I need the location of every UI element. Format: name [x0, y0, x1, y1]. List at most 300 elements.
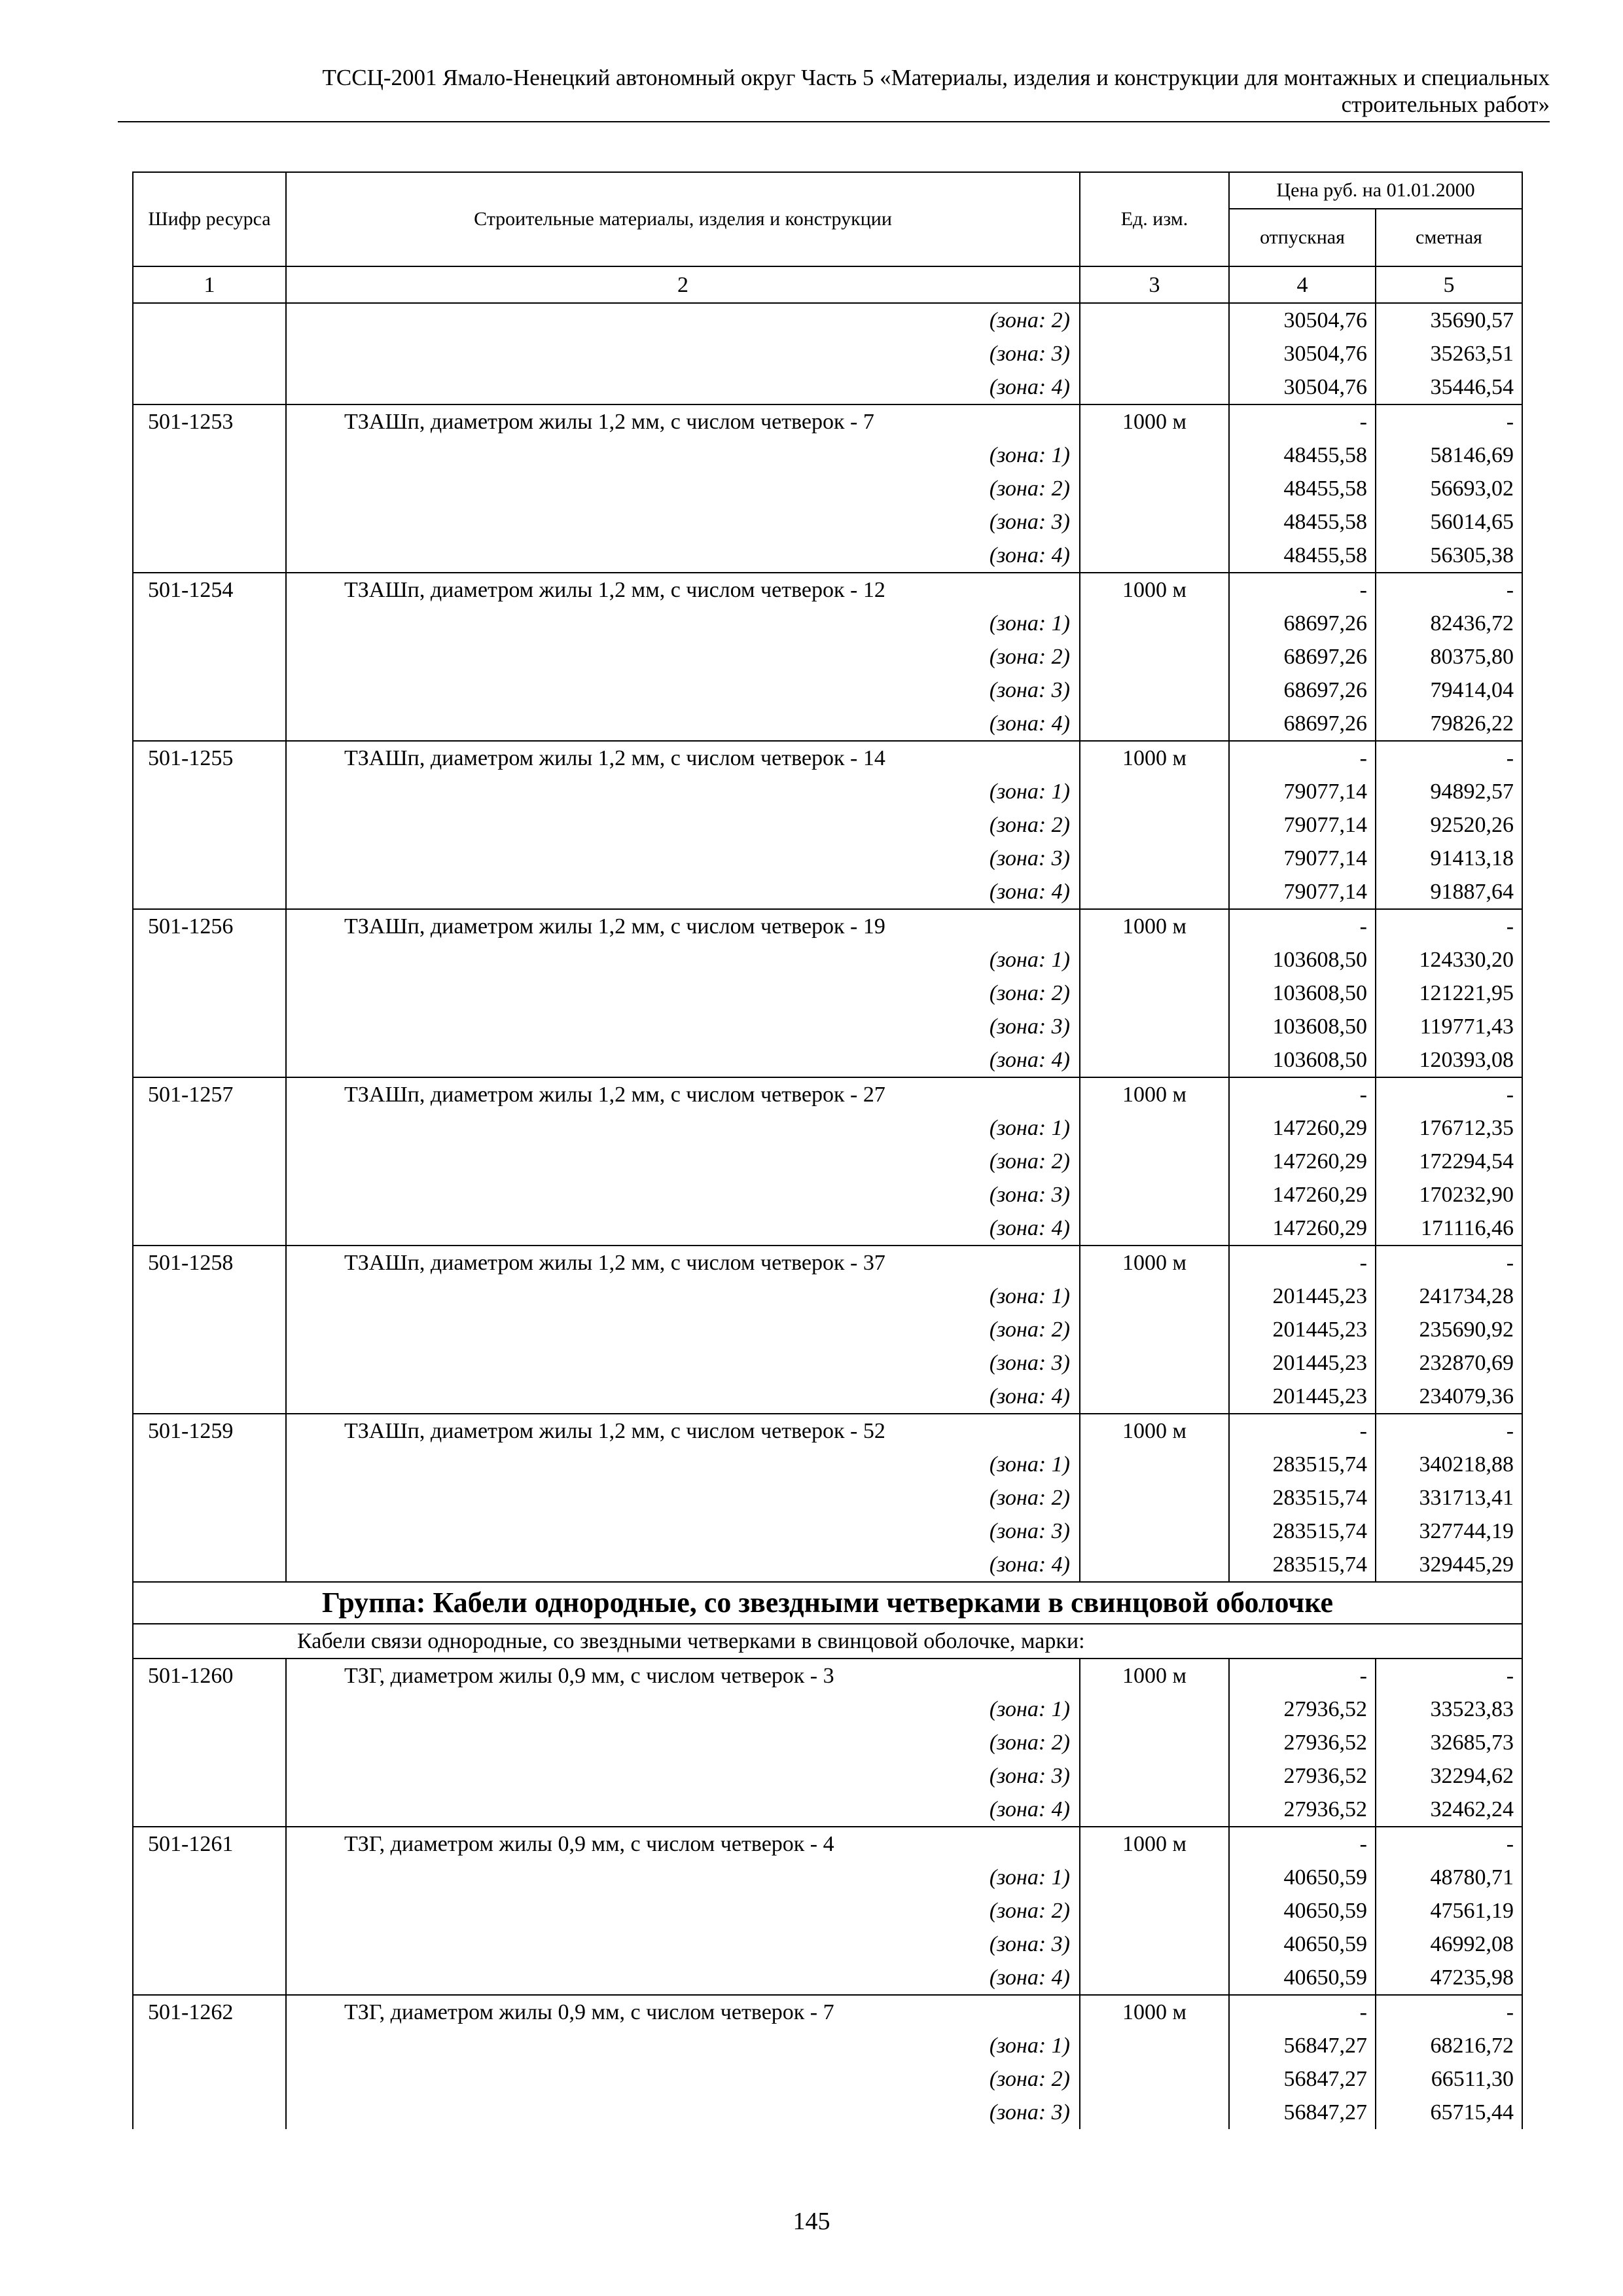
unit-cell-empty	[1080, 370, 1229, 404]
zone-row	[133, 1010, 1522, 1043]
material-name: ТЗАШп, диаметром жилы 1,2 мм, с числом четверок - 27	[286, 1077, 1080, 1111]
estimate-price: 234079,36	[1376, 1380, 1522, 1414]
zone-row	[133, 673, 1522, 707]
release-price: 68697,26	[1229, 607, 1376, 640]
code-cell-empty	[133, 1145, 286, 1178]
release-price: -	[1229, 1659, 1376, 1693]
group-heading-row	[133, 1582, 1522, 1624]
resource-code: 501-1258	[133, 1246, 286, 1280]
zone-row	[133, 875, 1522, 909]
unit-cell-empty	[1080, 505, 1229, 539]
zone-row	[133, 303, 1522, 337]
unit-cell-empty	[1080, 1861, 1229, 1894]
item-row	[133, 1995, 1522, 2029]
release-price: 27936,52	[1229, 1759, 1376, 1793]
column-number: 1	[133, 266, 286, 303]
zone-label: (зона: 2)	[286, 808, 1080, 842]
code-cell-empty	[133, 977, 286, 1010]
material-name: ТЗАШп, диаметром жилы 1,2 мм, с числом четверок - 12	[286, 573, 1080, 607]
code-cell-empty	[133, 1961, 286, 1995]
code-cell-empty	[133, 1726, 286, 1759]
estimate-price: 65715,44	[1376, 2096, 1522, 2129]
zone-label: (зона: 4)	[286, 875, 1080, 909]
zone-row	[133, 370, 1522, 404]
release-price: -	[1229, 1414, 1376, 1448]
item-row	[133, 1077, 1522, 1111]
release-price: 201445,23	[1229, 1313, 1376, 1346]
release-price: 48455,58	[1229, 439, 1376, 472]
code-cell-empty	[133, 607, 286, 640]
code-cell-empty	[133, 1928, 286, 1961]
zone-label: (зона: 2)	[286, 1145, 1080, 1178]
header-name: Строительные материалы, изделия и конструкции	[286, 172, 1080, 266]
release-price: 27936,52	[1229, 1726, 1376, 1759]
release-price: 147260,29	[1229, 1111, 1376, 1145]
zone-label: (зона: 2)	[286, 1726, 1080, 1759]
unit-cell-empty	[1080, 539, 1229, 573]
resource-code: 501-1257	[133, 1077, 286, 1111]
zone-label: (зона: 4)	[286, 1793, 1080, 1827]
unit-cell-empty	[1080, 943, 1229, 977]
code-cell-empty	[133, 370, 286, 404]
estimate-price: 33523,83	[1376, 1693, 1522, 1726]
item-row	[133, 404, 1522, 439]
zone-row	[133, 2096, 1522, 2129]
unit-cell-empty	[1080, 1693, 1229, 1726]
zone-label: (зона: 1)	[286, 1861, 1080, 1894]
group-title: Группа: Кабели однородные, со звездными четверками в свинцовой оболочке	[133, 1582, 1522, 1624]
zone-row	[133, 842, 1522, 875]
unit-cell-empty	[1080, 1043, 1229, 1077]
estimate-price: 80375,80	[1376, 640, 1522, 673]
estimate-price: 94892,57	[1376, 775, 1522, 808]
item-row	[133, 909, 1522, 943]
release-price: 68697,26	[1229, 707, 1376, 741]
zone-label: (зона: 3)	[286, 1010, 1080, 1043]
resource-code: 501-1253	[133, 404, 286, 439]
estimate-price: -	[1376, 404, 1522, 439]
zone-label: (зона: 1)	[286, 2029, 1080, 2062]
code-cell-empty	[133, 1515, 286, 1548]
zone-row	[133, 505, 1522, 539]
zone-row	[133, 1481, 1522, 1515]
material-name: ТЗАШп, диаметром жилы 1,2 мм, с числом четверок - 7	[286, 404, 1080, 439]
item-row	[133, 573, 1522, 607]
release-price: 30504,76	[1229, 337, 1376, 370]
estimate-price: 32462,24	[1376, 1793, 1522, 1827]
estimate-price: 35690,57	[1376, 303, 1522, 337]
unit-cell-empty	[1080, 1961, 1229, 1995]
zone-label: (зона: 3)	[286, 1178, 1080, 1211]
estimate-price: 56014,65	[1376, 505, 1522, 539]
estimate-price: 120393,08	[1376, 1043, 1522, 1077]
estimate-price: 66511,30	[1376, 2062, 1522, 2096]
unit-cell-empty	[1080, 842, 1229, 875]
estimate-price: 121221,95	[1376, 977, 1522, 1010]
unit-cell-empty	[1080, 2029, 1229, 2062]
estimate-price: 91887,64	[1376, 875, 1522, 909]
zone-label: (зона: 1)	[286, 943, 1080, 977]
code-cell-empty	[133, 808, 286, 842]
zone-row	[133, 640, 1522, 673]
unit-of-measure: 1000 м	[1080, 1077, 1229, 1111]
release-price: -	[1229, 1995, 1376, 2029]
unit-cell-empty	[1080, 1759, 1229, 1793]
release-price: 201445,23	[1229, 1280, 1376, 1313]
zone-row	[133, 808, 1522, 842]
zone-label: (зона: 1)	[286, 775, 1080, 808]
zone-label: (зона: 3)	[286, 505, 1080, 539]
zone-row	[133, 1380, 1522, 1414]
estimate-price: 327744,19	[1376, 1515, 1522, 1548]
zone-row	[133, 1145, 1522, 1178]
unit-cell-empty	[1080, 1280, 1229, 1313]
unit-cell-empty	[1080, 1894, 1229, 1928]
release-price: -	[1229, 1827, 1376, 1861]
estimate-price: 82436,72	[1376, 607, 1522, 640]
estimate-price: 35446,54	[1376, 370, 1522, 404]
unit-cell-empty	[1080, 1515, 1229, 1548]
item-row	[133, 1246, 1522, 1280]
zone-row	[133, 1548, 1522, 1582]
release-price: 68697,26	[1229, 673, 1376, 707]
zone-row	[133, 1961, 1522, 1995]
unit-cell-empty	[1080, 303, 1229, 337]
unit-of-measure: 1000 м	[1080, 573, 1229, 607]
zone-row	[133, 1111, 1522, 1145]
item-row	[133, 741, 1522, 775]
code-cell-empty	[133, 1178, 286, 1211]
code-cell-empty	[133, 439, 286, 472]
zone-label: (зона: 2)	[286, 2062, 1080, 2096]
estimate-price: 119771,43	[1376, 1010, 1522, 1043]
release-price: 147260,29	[1229, 1145, 1376, 1178]
release-price: 103608,50	[1229, 943, 1376, 977]
column-number: 2	[286, 266, 1080, 303]
estimate-price: 329445,29	[1376, 1548, 1522, 1582]
code-cell-empty	[133, 1793, 286, 1827]
subgroup-title: Кабели связи однородные, со звездными четверками в свинцовой оболочке, марки:	[133, 1624, 1522, 1659]
header-rule	[118, 121, 1550, 122]
estimate-price: -	[1376, 1077, 1522, 1111]
code-cell-empty	[133, 775, 286, 808]
page-number: 145	[793, 2208, 830, 2235]
code-cell-empty	[133, 2062, 286, 2096]
code-cell-empty	[133, 943, 286, 977]
release-price: 201445,23	[1229, 1380, 1376, 1414]
unit-cell-empty	[1080, 1211, 1229, 1246]
unit-cell-empty	[1080, 775, 1229, 808]
code-cell-empty	[133, 673, 286, 707]
material-name: ТЗГ, диаметром жилы 0,9 мм, с числом четверок - 3	[286, 1659, 1080, 1693]
zone-label: (зона: 2)	[286, 1894, 1080, 1928]
release-price: -	[1229, 909, 1376, 943]
zone-label: (зона: 4)	[286, 1043, 1080, 1077]
material-name: ТЗГ, диаметром жилы 0,9 мм, с числом четверок - 4	[286, 1827, 1080, 1861]
zone-label: (зона: 3)	[286, 337, 1080, 370]
estimate-price: 47561,19	[1376, 1894, 1522, 1928]
estimate-price: 79414,04	[1376, 673, 1522, 707]
zone-label: (зона: 4)	[286, 1380, 1080, 1414]
unit-of-measure: 1000 м	[1080, 1995, 1229, 2029]
estimate-price: -	[1376, 1995, 1522, 2029]
code-cell-empty	[133, 1481, 286, 1515]
material-name: ТЗГ, диаметром жилы 0,9 мм, с числом четверок - 7	[286, 1995, 1080, 2029]
release-price: 40650,59	[1229, 1961, 1376, 1995]
zone-label: (зона: 3)	[286, 1928, 1080, 1961]
release-price: 79077,14	[1229, 842, 1376, 875]
zone-row	[133, 943, 1522, 977]
unit-cell-empty	[1080, 977, 1229, 1010]
zone-row	[133, 1043, 1522, 1077]
zone-label: (зона: 4)	[286, 370, 1080, 404]
code-cell-empty	[133, 1280, 286, 1313]
zone-row	[133, 1178, 1522, 1211]
zone-label: (зона: 2)	[286, 303, 1080, 337]
zone-label: (зона: 4)	[286, 1548, 1080, 1582]
zone-row	[133, 337, 1522, 370]
unit-cell-empty	[1080, 1111, 1229, 1145]
unit-of-measure: 1000 м	[1080, 909, 1229, 943]
zone-label: (зона: 4)	[286, 707, 1080, 741]
zone-row	[133, 1793, 1522, 1827]
estimate-price: 58146,69	[1376, 439, 1522, 472]
resource-code: 501-1261	[133, 1827, 286, 1861]
release-price: 40650,59	[1229, 1928, 1376, 1961]
release-price: -	[1229, 741, 1376, 775]
column-number: 5	[1376, 266, 1522, 303]
material-name: ТЗАШп, диаметром жилы 1,2 мм, с числом четверок - 14	[286, 741, 1080, 775]
unit-cell-empty	[1080, 1313, 1229, 1346]
estimate-price: 172294,54	[1376, 1145, 1522, 1178]
material-name: ТЗАШп, диаметром жилы 1,2 мм, с числом четверок - 19	[286, 909, 1080, 943]
zone-row	[133, 1448, 1522, 1481]
code-cell-empty	[133, 707, 286, 741]
zone-label: (зона: 1)	[286, 1693, 1080, 1726]
zone-label: (зона: 3)	[286, 1515, 1080, 1548]
unit-cell-empty	[1080, 1548, 1229, 1582]
unit-cell-empty	[1080, 1346, 1229, 1380]
unit-cell-empty	[1080, 1010, 1229, 1043]
unit-cell-empty	[1080, 1481, 1229, 1515]
zone-label: (зона: 4)	[286, 1211, 1080, 1246]
estimate-price: 47235,98	[1376, 1961, 1522, 1995]
estimate-price: 176712,35	[1376, 1111, 1522, 1145]
release-price: 79077,14	[1229, 875, 1376, 909]
unit-cell-empty	[1080, 707, 1229, 741]
unit-cell-empty	[1080, 337, 1229, 370]
zone-row	[133, 1515, 1522, 1548]
code-cell-empty	[133, 1448, 286, 1481]
zone-label: (зона: 2)	[286, 1313, 1080, 1346]
release-price: 48455,58	[1229, 539, 1376, 573]
code-cell-empty	[133, 1548, 286, 1582]
subgroup-heading-row	[133, 1624, 1522, 1659]
zone-label: (зона: 3)	[286, 842, 1080, 875]
estimate-price: 235690,92	[1376, 1313, 1522, 1346]
estimate-price: 92520,26	[1376, 808, 1522, 842]
resource-code: 501-1256	[133, 909, 286, 943]
code-cell-empty	[133, 1010, 286, 1043]
estimate-price: 232870,69	[1376, 1346, 1522, 1380]
release-price: -	[1229, 573, 1376, 607]
unit-cell-empty	[1080, 808, 1229, 842]
code-cell-empty	[133, 1313, 286, 1346]
zone-label: (зона: 1)	[286, 607, 1080, 640]
estimate-price: 124330,20	[1376, 943, 1522, 977]
zone-label: (зона: 3)	[286, 2096, 1080, 2129]
code-cell-empty	[133, 505, 286, 539]
resource-code: 501-1259	[133, 1414, 286, 1448]
code-cell-empty	[133, 1894, 286, 1928]
unit-cell-empty	[1080, 640, 1229, 673]
zone-row	[133, 1693, 1522, 1726]
release-price: 147260,29	[1229, 1178, 1376, 1211]
zone-label: (зона: 1)	[286, 439, 1080, 472]
estimate-price: 331713,41	[1376, 1481, 1522, 1515]
zone-row	[133, 775, 1522, 808]
material-name: ТЗАШп, диаметром жилы 1,2 мм, с числом четверок - 37	[286, 1246, 1080, 1280]
code-cell-empty	[133, 1043, 286, 1077]
code-cell-empty	[133, 842, 286, 875]
code-cell-empty	[133, 1861, 286, 1894]
release-price: 283515,74	[1229, 1448, 1376, 1481]
code-cell-empty	[133, 1693, 286, 1726]
zone-row	[133, 1346, 1522, 1380]
code-cell-empty	[133, 1380, 286, 1414]
resource-code: 501-1254	[133, 573, 286, 607]
resource-code: 501-1255	[133, 741, 286, 775]
estimate-price: 68216,72	[1376, 2029, 1522, 2062]
column-number: 4	[1229, 266, 1376, 303]
release-price: 48455,58	[1229, 472, 1376, 505]
zone-row	[133, 1894, 1522, 1928]
price-table	[132, 171, 1523, 2129]
zone-row	[133, 2029, 1522, 2062]
unit-of-measure: 1000 м	[1080, 1414, 1229, 1448]
code-cell-empty	[133, 1111, 286, 1145]
estimate-price: 56693,02	[1376, 472, 1522, 505]
resource-code: 501-1260	[133, 1659, 286, 1693]
code-cell-empty	[133, 875, 286, 909]
zone-label: (зона: 3)	[286, 673, 1080, 707]
estimate-price: 35263,51	[1376, 337, 1522, 370]
zone-row	[133, 1759, 1522, 1793]
release-price: 79077,14	[1229, 808, 1376, 842]
header-code: Шифр ресурса	[133, 172, 286, 266]
unit-cell-empty	[1080, 875, 1229, 909]
unit-cell-empty	[1080, 1448, 1229, 1481]
table-body	[133, 266, 1522, 2129]
header-price: Цена руб. на 01.01.2000	[1229, 172, 1522, 209]
zone-row	[133, 607, 1522, 640]
unit-cell-empty	[1080, 472, 1229, 505]
zone-label: (зона: 2)	[286, 640, 1080, 673]
estimate-price: -	[1376, 909, 1522, 943]
release-price: -	[1229, 1077, 1376, 1111]
header-line-1: ТССЦ-2001 Ямало-Ненецкий автономный округ Часть 5 «Материалы, изделия и конструкции для монтажных и специальных	[322, 65, 1550, 90]
code-cell-empty	[133, 1346, 286, 1380]
zone-row	[133, 539, 1522, 573]
code-cell-empty	[133, 472, 286, 505]
zone-label: (зона: 1)	[286, 1448, 1080, 1481]
estimate-price: 241734,28	[1376, 1280, 1522, 1313]
estimate-price: -	[1376, 741, 1522, 775]
unit-cell-empty	[1080, 439, 1229, 472]
zone-label: (зона: 2)	[286, 977, 1080, 1010]
estimate-price: -	[1376, 1246, 1522, 1280]
release-price: 103608,50	[1229, 1043, 1376, 1077]
zone-row	[133, 2062, 1522, 2096]
release-price: 30504,76	[1229, 303, 1376, 337]
estimate-price: 91413,18	[1376, 842, 1522, 875]
header-line-2: строительных работ»	[1341, 92, 1550, 117]
unit-of-measure: 1000 м	[1080, 404, 1229, 439]
zone-label: (зона: 4)	[286, 539, 1080, 573]
column-number: 3	[1080, 266, 1229, 303]
table-head	[133, 172, 1522, 266]
estimate-price: -	[1376, 573, 1522, 607]
header-estimate-price: сметная	[1376, 209, 1522, 266]
zone-label: (зона: 3)	[286, 1759, 1080, 1793]
release-price: -	[1229, 1246, 1376, 1280]
material-name: ТЗАШп, диаметром жилы 1,2 мм, с числом четверок - 52	[286, 1414, 1080, 1448]
release-price: 147260,29	[1229, 1211, 1376, 1246]
estimate-price: 32294,62	[1376, 1759, 1522, 1793]
column-number-row	[133, 266, 1522, 303]
release-price: 283515,74	[1229, 1515, 1376, 1548]
release-price: -	[1229, 404, 1376, 439]
release-price: 56847,27	[1229, 2029, 1376, 2062]
item-row	[133, 1827, 1522, 1861]
unit-cell-empty	[1080, 1178, 1229, 1211]
unit-cell-empty	[1080, 1793, 1229, 1827]
estimate-price: 79826,22	[1376, 707, 1522, 741]
estimate-price: 46992,08	[1376, 1928, 1522, 1961]
header-unit: Ед. изм.	[1080, 172, 1229, 266]
release-price: 27936,52	[1229, 1693, 1376, 1726]
release-price: 283515,74	[1229, 1481, 1376, 1515]
release-price: 40650,59	[1229, 1861, 1376, 1894]
release-price: 103608,50	[1229, 977, 1376, 1010]
unit-cell-empty	[1080, 1380, 1229, 1414]
item-row	[133, 1414, 1522, 1448]
zone-label: (зона: 2)	[286, 1481, 1080, 1515]
estimate-price: -	[1376, 1659, 1522, 1693]
code-cell-empty	[133, 303, 286, 337]
release-price: 79077,14	[1229, 775, 1376, 808]
zone-row	[133, 472, 1522, 505]
zone-label: (зона: 4)	[286, 1961, 1080, 1995]
estimate-price: 56305,38	[1376, 539, 1522, 573]
zone-row	[133, 1928, 1522, 1961]
code-cell-empty	[133, 1759, 286, 1793]
resource-code: 501-1262	[133, 1995, 286, 2029]
zone-row	[133, 707, 1522, 741]
release-price: 30504,76	[1229, 370, 1376, 404]
unit-cell-empty	[1080, 1726, 1229, 1759]
release-price: 48455,58	[1229, 505, 1376, 539]
zone-row	[133, 977, 1522, 1010]
unit-of-measure: 1000 м	[1080, 1827, 1229, 1861]
release-price: 68697,26	[1229, 640, 1376, 673]
zone-row	[133, 1726, 1522, 1759]
zone-label: (зона: 3)	[286, 1346, 1080, 1380]
unit-of-measure: 1000 м	[1080, 1246, 1229, 1280]
estimate-price: -	[1376, 1827, 1522, 1861]
code-cell-empty	[133, 337, 286, 370]
estimate-price: 48780,71	[1376, 1861, 1522, 1894]
